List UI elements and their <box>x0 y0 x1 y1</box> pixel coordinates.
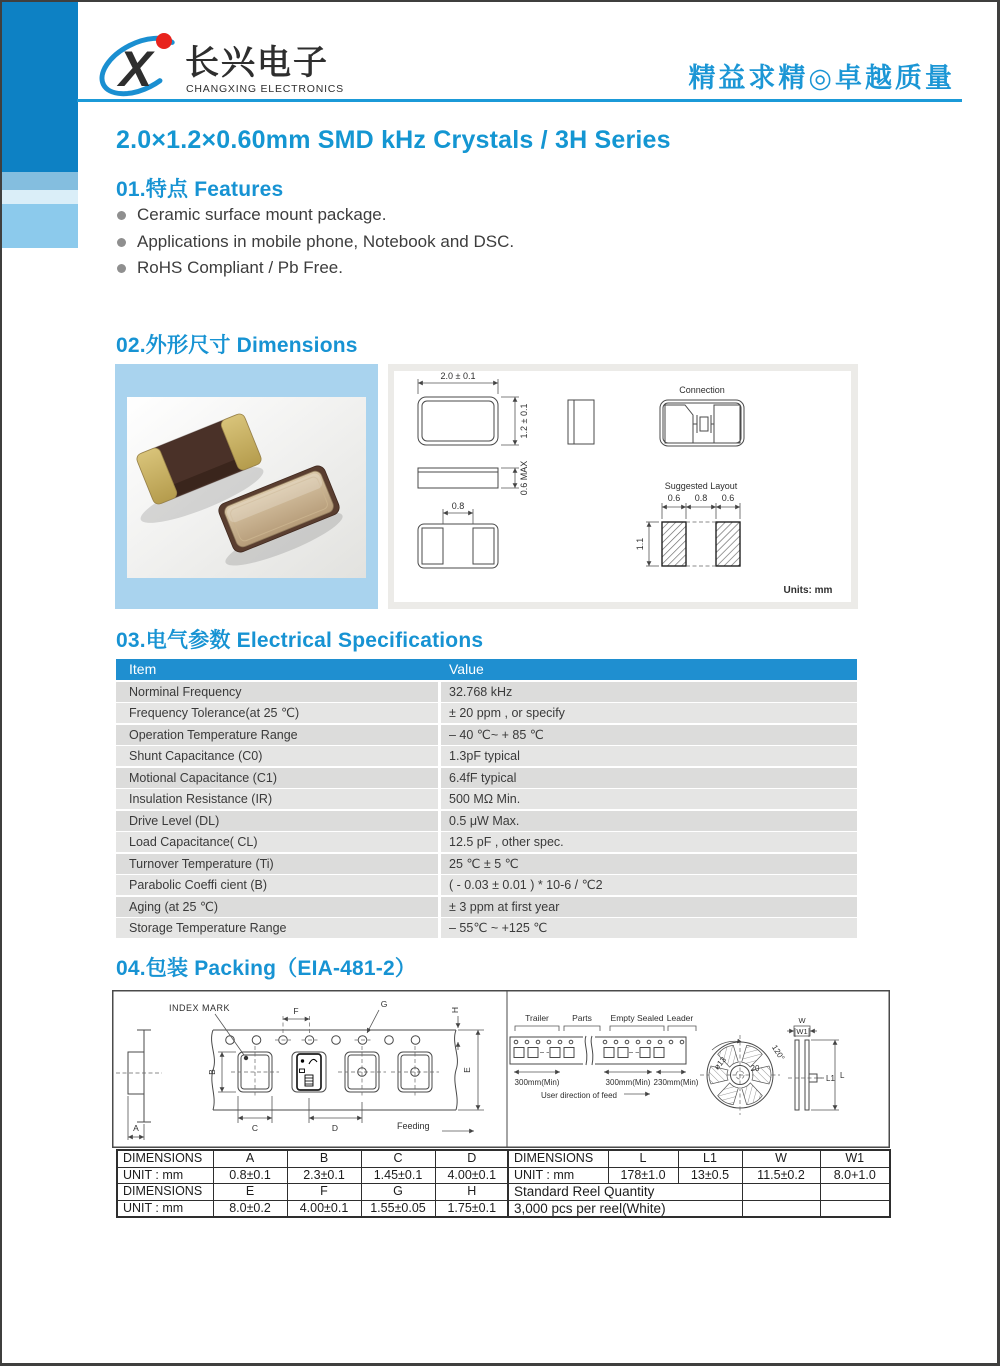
spec-row <box>116 918 857 938</box>
table-cell: 1.45±0.1 <box>361 1167 435 1184</box>
spec-value: – 40 ℃~ + 85 ℃ <box>441 725 857 745</box>
spec-item: Aging (at 25 ℃) <box>116 897 438 917</box>
reel-dim-w-label: W <box>798 1016 806 1025</box>
dim-thickness-label: 0.6 MAX <box>519 460 529 496</box>
table-cell <box>742 1200 820 1217</box>
units-label: Units: mm <box>783 585 833 596</box>
table-cell: UNIT : mm <box>117 1200 213 1217</box>
table-cell: DIMENSIONS <box>117 1150 213 1167</box>
empty-sealed-label: Empty Sealed <box>610 1013 664 1023</box>
electrical-spec-table <box>116 659 857 938</box>
table-cell: DIMENSIONS <box>117 1184 213 1201</box>
spec-item: Operation Temperature Range <box>116 725 438 745</box>
table-cell <box>820 1200 890 1217</box>
land-right-label: 0.6 <box>721 493 735 503</box>
spec-row <box>116 832 857 852</box>
land-left-label: 0.6 <box>667 493 681 503</box>
reel-qty-value: 3,000 pcs per reel(White) <box>508 1200 742 1217</box>
table-cell: G <box>361 1184 435 1201</box>
logo-name-cn: 长兴电子 <box>185 44 329 82</box>
dim-height-label: 1.2 ± 0.1 <box>519 403 529 439</box>
dimensions-heading: 02.外形尺寸 Dimensions <box>116 334 358 357</box>
packing-diagram <box>112 990 890 1148</box>
spec-row <box>116 854 857 874</box>
table-cell: W <box>742 1150 820 1167</box>
table-cell: 11.5±0.2 <box>742 1167 820 1184</box>
spec-item: Shunt Capacitance (C0) <box>116 746 438 766</box>
leader-length-label: 230mm(Min) <box>653 1078 699 1087</box>
logo-red-dot-icon <box>156 33 172 49</box>
table-cell: 8.0±0.2 <box>213 1200 287 1217</box>
reel-dim-l-label: L <box>840 1071 845 1080</box>
spec-value: 6.4fF typical <box>441 768 857 788</box>
packing-heading: 04.包装 Packing（EIA-481-2） <box>116 957 417 980</box>
tape-dim-d-label: D <box>331 1123 339 1133</box>
feature-item: RoHS Compliant / Pb Free. <box>116 255 514 282</box>
features-heading: 01.特点 Features <box>116 178 284 201</box>
accent-bar-medium <box>2 172 78 190</box>
spec-value: 12.5 pF , other spec. <box>441 832 857 852</box>
accent-bar-soft <box>2 204 78 248</box>
reel-angle-label: 120° <box>769 1043 787 1063</box>
spec-item: Drive Level (DL) <box>116 811 438 831</box>
table-cell: 4.00±0.1 <box>435 1167 509 1184</box>
reel-hub-dia-label: ø13 <box>712 1055 728 1072</box>
product-photo <box>115 364 378 609</box>
spec-item: Load Capacitance( CL) <box>116 832 438 852</box>
spec-row <box>116 703 857 723</box>
leader-label: Leader <box>666 1013 694 1023</box>
page-title: 2.0×1.2×0.60mm SMD kHz Crystals / 3H Series <box>116 126 671 154</box>
features-list <box>116 202 514 282</box>
tape-dim-f-label: F <box>293 1006 299 1016</box>
spec-value: – 55℃ ~ +125 ℃ <box>441 918 857 938</box>
tape-dim-e-label: E <box>462 1067 472 1073</box>
table-cell: UNIT : mm <box>508 1167 608 1184</box>
reel-dim-l1-label: L1 <box>826 1074 835 1083</box>
table-cell: 178±1.0 <box>608 1167 678 1184</box>
feature-item: Applications in mobile phone, Notebook and DSC. <box>116 229 514 256</box>
spec-item: Storage Temperature Range <box>116 918 438 938</box>
table-cell: D <box>435 1150 509 1167</box>
logo-name-en: CHANGXING ELECTRONICS <box>186 83 344 95</box>
table-cell: 1.75±0.1 <box>435 1200 509 1217</box>
table-cell: E <box>213 1184 287 1201</box>
connection-label: Connection <box>679 385 725 395</box>
table-cell: 4.00±0.1 <box>287 1200 361 1217</box>
header-tagline: 精益求精◎卓越质量 <box>688 63 955 93</box>
spec-item: Norminal Frequency <box>116 682 438 702</box>
spec-item: Frequency Tolerance(at 25 ℃) <box>116 703 438 723</box>
parts-label: Parts <box>572 1013 592 1023</box>
table-cell: 0.8±0.1 <box>213 1167 287 1184</box>
spec-value: ( - 0.03 ± 0.01 ) * 10-6 / ℃2 <box>441 875 857 895</box>
spec-row <box>116 875 857 895</box>
spec-value: ± 3 ppm at first year <box>441 897 857 917</box>
reel-hub-label: 20 <box>750 1064 760 1073</box>
tape-dim-h-label: H <box>450 1006 460 1014</box>
spec-row <box>116 811 857 831</box>
spec-value: ± 20 ppm , or specify <box>441 703 857 723</box>
table-cell: 2.3±0.1 <box>287 1167 361 1184</box>
table-cell: C <box>361 1150 435 1167</box>
table-cell: F <box>287 1184 361 1201</box>
index-mark-label: INDEX MARK <box>169 1003 231 1013</box>
spec-item: Motional Capacitance (C1) <box>116 768 438 788</box>
table-cell: 8.0+1.0 <box>820 1167 890 1184</box>
trailer-label: Trailer <box>525 1013 549 1023</box>
tape-dim-b-label: B <box>207 1069 217 1075</box>
table-cell: H <box>435 1184 509 1201</box>
reel-dim-w1-label: W1 <box>796 1027 808 1036</box>
spec-row <box>116 897 857 917</box>
parts-length-label: 300mm(Min) <box>605 1078 651 1087</box>
reel-dimension-table <box>507 1149 891 1218</box>
tape-dim-c-label: C <box>251 1123 259 1133</box>
electrical-heading: 03.电气参数 Electrical Specifications <box>116 629 484 652</box>
col-header-value: Value <box>449 661 484 677</box>
accent-bar-light <box>2 190 78 204</box>
table-cell: L <box>608 1150 678 1167</box>
dimension-drawing <box>388 364 858 609</box>
spec-value: 500 MΩ Min. <box>441 789 857 809</box>
col-header-item: Item <box>129 661 157 677</box>
spec-item: Insulation Resistance (IR) <box>116 789 438 809</box>
table-cell: DIMENSIONS <box>508 1150 608 1167</box>
spec-item: Turnover Temperature (Ti) <box>116 854 438 874</box>
feeding-label: Feeding <box>397 1121 430 1131</box>
feature-item: Ceramic surface mount package. <box>116 202 514 229</box>
land-height-label: 1.1 <box>635 537 645 551</box>
spec-value: 1.3pF typical <box>441 746 857 766</box>
table-cell: B <box>287 1150 361 1167</box>
reel-qty-label: Standard Reel Quantity <box>508 1184 742 1201</box>
spec-row <box>116 768 857 788</box>
table-cell: L1 <box>678 1150 742 1167</box>
spec-row <box>116 746 857 766</box>
header-rule <box>77 99 962 102</box>
accent-bar-dark <box>2 2 78 172</box>
land-gap-label: 0.8 <box>694 493 708 503</box>
tape-dim-a-label: A <box>133 1123 139 1133</box>
table-cell: UNIT : mm <box>117 1167 213 1184</box>
table-cell: 1.55±0.05 <box>361 1200 435 1217</box>
spec-table-header <box>116 659 857 680</box>
spec-row <box>116 682 857 702</box>
suggested-layout-label: Suggested Layout <box>664 481 738 491</box>
table-cell <box>820 1184 890 1201</box>
dim-width-label: 2.0 ± 0.1 <box>440 371 476 381</box>
crystal-in-pocket <box>297 1054 321 1090</box>
table-cell <box>742 1184 820 1201</box>
spec-value: 32.768 kHz <box>441 682 857 702</box>
spec-item: Parabolic Coeffi cient (B) <box>116 875 438 895</box>
spec-row <box>116 725 857 745</box>
feed-direction-label: User direction of feed <box>540 1091 618 1100</box>
logo-x-mark: X <box>119 41 153 97</box>
spec-value: 25 ℃ ± 5 ℃ <box>441 854 857 874</box>
trailer-length-label: 300mm(Min) <box>514 1078 560 1087</box>
company-logo <box>95 26 395 102</box>
dim-pad-gap-label: 0.8 <box>451 501 465 511</box>
table-cell: W1 <box>820 1150 890 1167</box>
table-cell: A <box>213 1150 287 1167</box>
tape-dimension-table <box>116 1149 510 1218</box>
tape-dim-g-label: G <box>380 999 388 1009</box>
spec-row <box>116 789 857 809</box>
spec-value: 0.5 μW Max. <box>441 811 857 831</box>
table-cell: 13±0.5 <box>678 1167 742 1184</box>
